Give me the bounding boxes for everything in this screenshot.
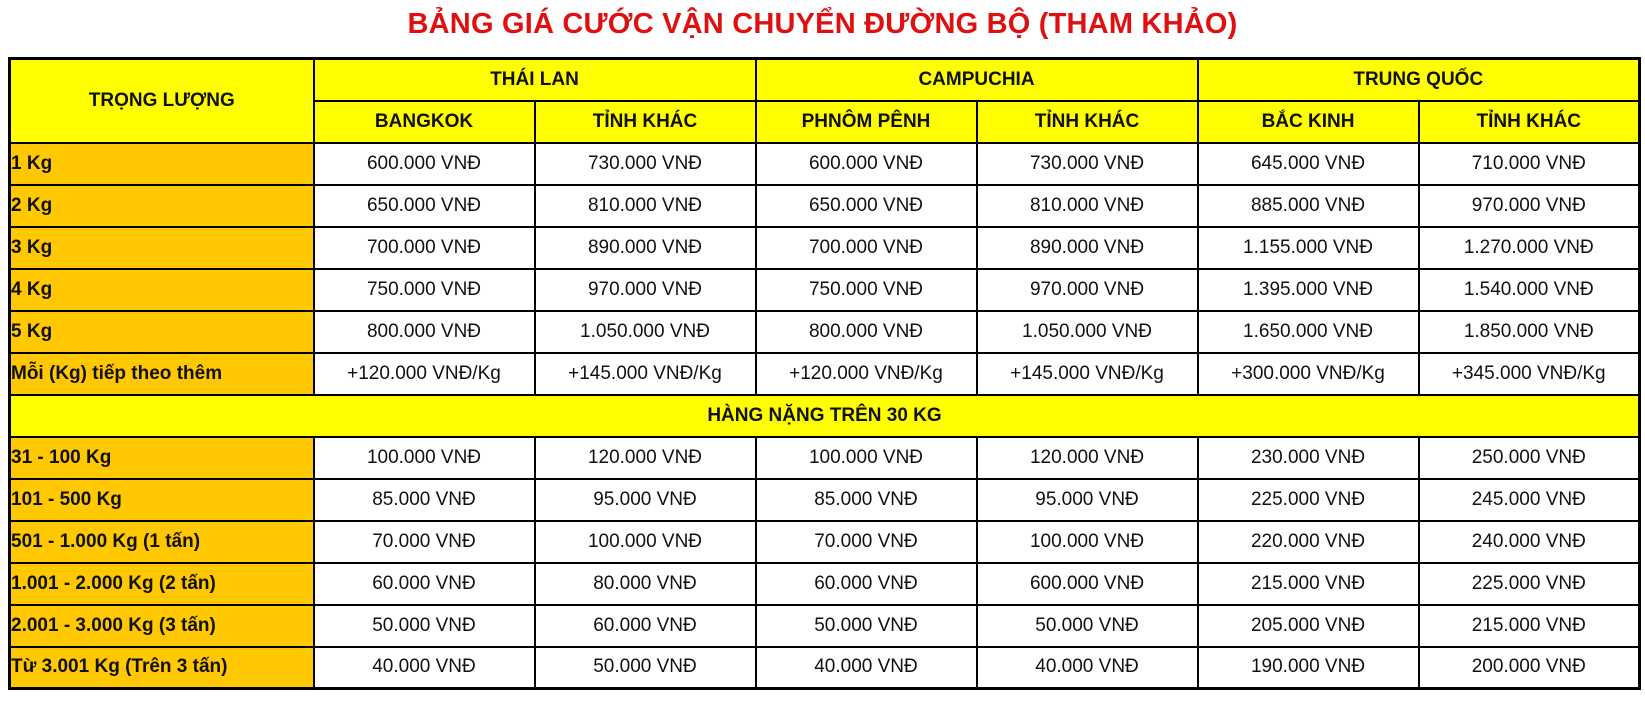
price-cell: 70.000 VNĐ	[756, 521, 977, 563]
price-cell: 220.000 VNĐ	[1198, 521, 1419, 563]
country-header-cambodia: CAMPUCHIA	[756, 59, 1198, 101]
price-cell: 40.000 VNĐ	[977, 647, 1198, 689]
country-header-thailand: THÁI LAN	[314, 59, 756, 101]
price-cell: 750.000 VNĐ	[314, 269, 535, 311]
price-cell: 750.000 VNĐ	[756, 269, 977, 311]
price-cell: 215.000 VNĐ	[1419, 605, 1640, 647]
price-cell: 600.000 VNĐ	[756, 143, 977, 185]
table-row	[10, 479, 1640, 521]
heavy-section-label: HÀNG NẶNG TRÊN 30 KG	[10, 395, 1640, 437]
price-cell: 600.000 VNĐ	[977, 563, 1198, 605]
price-cell: 1.540.000 VNĐ	[1419, 269, 1640, 311]
row-weight-label: Từ 3.001 Kg (Trên 3 tấn)	[10, 647, 314, 689]
price-cell: +300.000 VNĐ/Kg	[1198, 353, 1419, 395]
price-cell: 1.050.000 VNĐ	[977, 311, 1198, 353]
price-cell: 215.000 VNĐ	[1198, 563, 1419, 605]
table-row	[10, 227, 1640, 269]
row-weight-label: 501 - 1.000 Kg (1 tấn)	[10, 521, 314, 563]
price-cell: 60.000 VNĐ	[314, 563, 535, 605]
row-weight-label: 1.001 - 2.000 Kg (2 tấn)	[10, 563, 314, 605]
price-cell: 700.000 VNĐ	[314, 227, 535, 269]
price-cell: 50.000 VNĐ	[756, 605, 977, 647]
price-cell: 120.000 VNĐ	[535, 437, 756, 479]
price-cell: 970.000 VNĐ	[977, 269, 1198, 311]
price-cell: 50.000 VNĐ	[535, 647, 756, 689]
price-cell: 225.000 VNĐ	[1419, 563, 1640, 605]
price-cell: 80.000 VNĐ	[535, 563, 756, 605]
price-cell: 1.650.000 VNĐ	[1198, 311, 1419, 353]
price-cell: 600.000 VNĐ	[314, 143, 535, 185]
city-header-beijing: BẮC KINH	[1198, 101, 1419, 143]
price-cell: 225.000 VNĐ	[1198, 479, 1419, 521]
price-cell: 810.000 VNĐ	[977, 185, 1198, 227]
city-header-phnom-penh: PHNÔM PÊNH	[756, 101, 977, 143]
price-cell: 650.000 VNĐ	[314, 185, 535, 227]
heavy-section-row	[10, 395, 1640, 437]
city-header-china-other: TỈNH KHÁC	[1419, 101, 1640, 143]
price-cell: 810.000 VNĐ	[535, 185, 756, 227]
price-cell: 100.000 VNĐ	[535, 521, 756, 563]
price-cell: 645.000 VNĐ	[1198, 143, 1419, 185]
table-row	[10, 311, 1640, 353]
price-cell: 50.000 VNĐ	[977, 605, 1198, 647]
table-row	[10, 143, 1640, 185]
row-weight-label: 2.001 - 3.000 Kg (3 tấn)	[10, 605, 314, 647]
price-cell: 230.000 VNĐ	[1198, 437, 1419, 479]
price-cell: 890.000 VNĐ	[535, 227, 756, 269]
price-cell: 200.000 VNĐ	[1419, 647, 1640, 689]
weight-header: TRỌNG LƯỢNG	[10, 59, 314, 143]
page-title: BẢNG GIÁ CƯỚC VẬN CHUYỂN ĐƯỜNG BỘ (THAM KHẢO)	[407, 8, 1238, 40]
row-weight-label: 3 Kg	[10, 227, 314, 269]
table-row	[10, 269, 1640, 311]
price-cell: 730.000 VNĐ	[535, 143, 756, 185]
price-cell: 40.000 VNĐ	[756, 647, 977, 689]
price-cell: 885.000 VNĐ	[1198, 185, 1419, 227]
price-cell: 1.850.000 VNĐ	[1419, 311, 1640, 353]
price-cell: 890.000 VNĐ	[977, 227, 1198, 269]
price-cell: 800.000 VNĐ	[314, 311, 535, 353]
price-cell: 120.000 VNĐ	[977, 437, 1198, 479]
price-cell: +120.000 VNĐ/Kg	[314, 353, 535, 395]
price-cell: 95.000 VNĐ	[977, 479, 1198, 521]
price-cell: 85.000 VNĐ	[314, 479, 535, 521]
price-cell: 190.000 VNĐ	[1198, 647, 1419, 689]
row-weight-label: 101 - 500 Kg	[10, 479, 314, 521]
price-cell: 650.000 VNĐ	[756, 185, 977, 227]
price-cell: 1.050.000 VNĐ	[535, 311, 756, 353]
row-weight-label: 1 Kg	[10, 143, 314, 185]
table-row	[10, 353, 1640, 395]
table-row	[10, 647, 1640, 689]
price-cell: 970.000 VNĐ	[1419, 185, 1640, 227]
table-row	[10, 185, 1640, 227]
price-cell: 1.155.000 VNĐ	[1198, 227, 1419, 269]
row-weight-label: 31 - 100 Kg	[10, 437, 314, 479]
price-cell: 710.000 VNĐ	[1419, 143, 1640, 185]
price-cell: 60.000 VNĐ	[756, 563, 977, 605]
country-header-china: TRUNG QUỐC	[1198, 59, 1640, 101]
price-cell: 730.000 VNĐ	[977, 143, 1198, 185]
header-row-countries	[10, 59, 1640, 101]
city-header-bangkok: BANGKOK	[314, 101, 535, 143]
row-weight-label: 5 Kg	[10, 311, 314, 353]
heavy-section	[10, 395, 1640, 437]
price-cell: 245.000 VNĐ	[1419, 479, 1640, 521]
price-cell: 85.000 VNĐ	[756, 479, 977, 521]
row-weight-label: Mỗi (Kg) tiếp theo thêm	[10, 353, 314, 395]
price-cell: 800.000 VNĐ	[756, 311, 977, 353]
price-cell: +145.000 VNĐ/Kg	[977, 353, 1198, 395]
price-cell: 40.000 VNĐ	[314, 647, 535, 689]
price-cell: 700.000 VNĐ	[756, 227, 977, 269]
price-cell: +145.000 VNĐ/Kg	[535, 353, 756, 395]
row-weight-label: 2 Kg	[10, 185, 314, 227]
table-row	[10, 563, 1640, 605]
table-row	[10, 437, 1640, 479]
light-rows	[10, 143, 1640, 395]
price-cell: 50.000 VNĐ	[314, 605, 535, 647]
price-cell: 100.000 VNĐ	[314, 437, 535, 479]
table-row	[10, 605, 1640, 647]
price-table	[8, 57, 1641, 690]
price-cell: 95.000 VNĐ	[535, 479, 756, 521]
heavy-rows	[10, 437, 1640, 689]
price-cell: +345.000 VNĐ/Kg	[1419, 353, 1640, 395]
price-cell: 100.000 VNĐ	[977, 521, 1198, 563]
price-cell: 60.000 VNĐ	[535, 605, 756, 647]
row-weight-label: 4 Kg	[10, 269, 314, 311]
price-cell: 205.000 VNĐ	[1198, 605, 1419, 647]
table-row	[10, 521, 1640, 563]
price-cell: 100.000 VNĐ	[756, 437, 977, 479]
table-header	[10, 59, 1640, 143]
price-cell: 1.270.000 VNĐ	[1419, 227, 1640, 269]
price-cell: 240.000 VNĐ	[1419, 521, 1640, 563]
city-header-thailand-other: TỈNH KHÁC	[535, 101, 756, 143]
price-cell: +120.000 VNĐ/Kg	[756, 353, 977, 395]
price-cell: 1.395.000 VNĐ	[1198, 269, 1419, 311]
price-cell: 970.000 VNĐ	[535, 269, 756, 311]
price-cell: 70.000 VNĐ	[314, 521, 535, 563]
price-cell: 250.000 VNĐ	[1419, 437, 1640, 479]
city-header-cambodia-other: TỈNH KHÁC	[977, 101, 1198, 143]
